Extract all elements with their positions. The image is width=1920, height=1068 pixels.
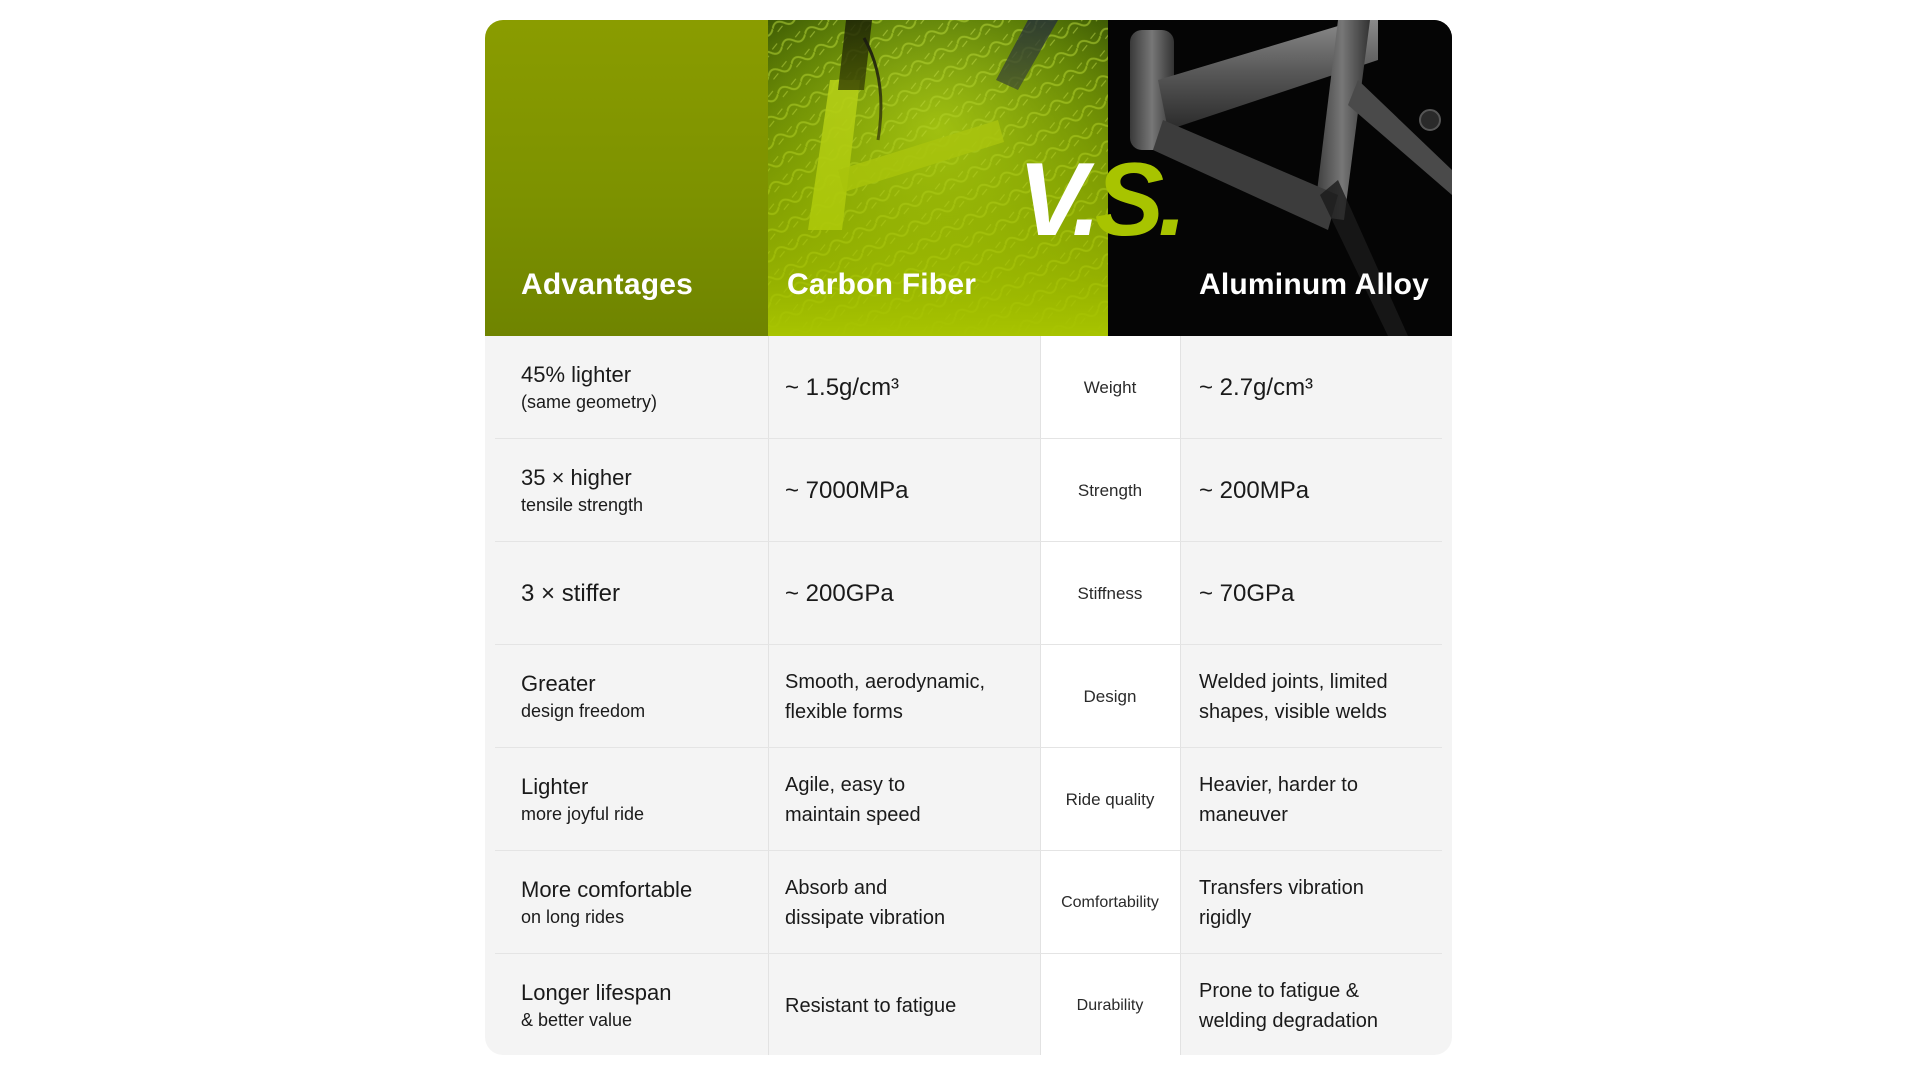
property-cell — [1040, 439, 1180, 542]
aluminum-value-cell — [1199, 439, 1439, 542]
property-label: Stiffness — [1077, 583, 1143, 603]
carbon-value-cell — [785, 542, 1025, 645]
advantage-main: Longer lifespan — [521, 979, 672, 1005]
carbon-value-line: Smooth, aerodynamic, — [785, 670, 986, 693]
advantage-cell — [521, 645, 761, 748]
advantages-header-cell — [485, 20, 768, 336]
carbon-value: ~ 7000MPa — [785, 476, 909, 504]
aluminum-value-line: Transfers vibration — [1199, 876, 1364, 899]
versus-s: S. — [1094, 142, 1181, 258]
advantage-cell — [521, 542, 761, 645]
property-cell — [1040, 954, 1180, 1055]
aluminum-alloy-header-label: Aluminum Alloy — [1199, 268, 1430, 301]
property-cell — [1040, 645, 1180, 748]
aluminum-value-cell — [1199, 336, 1439, 439]
aluminum-value: ~ 70GPa — [1199, 579, 1295, 607]
property-cell — [1040, 748, 1180, 851]
property-label: Weight — [1083, 377, 1137, 397]
aluminum-value-cell — [1199, 954, 1439, 1055]
aluminum-value-cell — [1199, 851, 1439, 954]
advantage-cell — [521, 954, 761, 1055]
aluminum-value-line: shapes, visible welds — [1199, 700, 1387, 723]
advantage-main: Greater — [521, 670, 596, 696]
property-cell — [1040, 851, 1180, 954]
carbon-value-cell — [785, 439, 1025, 542]
aluminum-value: ~ 2.7g/cm³ — [1199, 373, 1314, 401]
advantage-sub: more joyful ride — [521, 803, 645, 824]
carbon-value-cell — [785, 748, 1025, 851]
advantage-sub: design freedom — [521, 700, 646, 721]
property-cell — [1040, 542, 1180, 645]
advantage-sub: & better value — [521, 1009, 633, 1030]
table-row — [485, 851, 1452, 954]
carbon-value-line: Absorb and — [785, 876, 888, 899]
aluminum-value-line: Welded joints, limited — [1199, 670, 1388, 693]
aluminum-value-line: rigidly — [1199, 906, 1252, 929]
advantage-cell — [521, 851, 761, 954]
property-label: Design — [1083, 686, 1137, 706]
carbon-value: ~ 200GPa — [785, 579, 894, 607]
comparison-card — [485, 20, 1452, 1055]
carbon-value-line: dissipate vibration — [785, 906, 946, 929]
aluminum-value-line: welding degradation — [1199, 1009, 1379, 1032]
aluminum-value-line: Heavier, harder to — [1199, 773, 1358, 796]
advantage-main: 45% lighter — [521, 361, 632, 387]
aluminum-value-line: maneuver — [1199, 803, 1288, 826]
carbon-value-cell — [785, 954, 1025, 1055]
carbon-value-cell — [785, 851, 1025, 954]
table-row — [485, 748, 1452, 851]
advantage-cell — [521, 336, 761, 439]
carbon-value-line: maintain speed — [785, 803, 921, 826]
table-row — [485, 954, 1452, 1055]
advantage-sub: tensile strength — [521, 494, 644, 515]
carbon-value: ~ 1.5g/cm³ — [785, 373, 900, 401]
carbon-fiber-header-label: Carbon Fiber — [787, 268, 977, 301]
table-row — [485, 336, 1452, 439]
aluminum-value-line: Prone to fatigue & — [1199, 979, 1360, 1002]
property-label: Strength — [1077, 480, 1143, 500]
carbon-value-cell — [785, 336, 1025, 439]
versus-v: V. — [1018, 142, 1095, 258]
aluminum-value-cell — [1199, 645, 1439, 748]
advantage-cell — [521, 748, 761, 851]
advantage-main: More comfortable — [521, 876, 693, 902]
advantage-sub: (same geometry) — [521, 391, 658, 412]
table-row — [485, 542, 1452, 645]
property-cell — [1040, 336, 1180, 439]
property-label: Durability — [1076, 996, 1144, 1014]
property-label: Comfortability — [1061, 893, 1159, 911]
carbon-value-cell — [785, 645, 1025, 748]
carbon-value-line: Resistant to fatigue — [785, 994, 957, 1017]
aluminum-value-cell — [1199, 542, 1439, 645]
comparison-table — [485, 336, 1452, 1055]
advantage-main: Lighter — [521, 773, 589, 799]
advantage-main: 35 × higher — [521, 464, 632, 490]
advantage-sub: on long rides — [521, 906, 625, 927]
versus-mark — [1018, 142, 1181, 258]
advantages-header-label: Advantages — [521, 268, 694, 301]
carbon-value-line: flexible forms — [785, 700, 903, 723]
aluminum-value: ~ 200MPa — [1199, 476, 1310, 504]
aluminum-value-cell — [1199, 748, 1439, 851]
advantage-cell — [521, 439, 761, 542]
carbon-value-line: Agile, easy to — [785, 773, 906, 796]
table-row — [485, 645, 1452, 748]
property-label: Ride quality — [1065, 789, 1155, 809]
table-row — [485, 439, 1452, 542]
comparison-header — [485, 20, 1452, 336]
advantage-main: 3 × stiffer — [521, 579, 620, 607]
